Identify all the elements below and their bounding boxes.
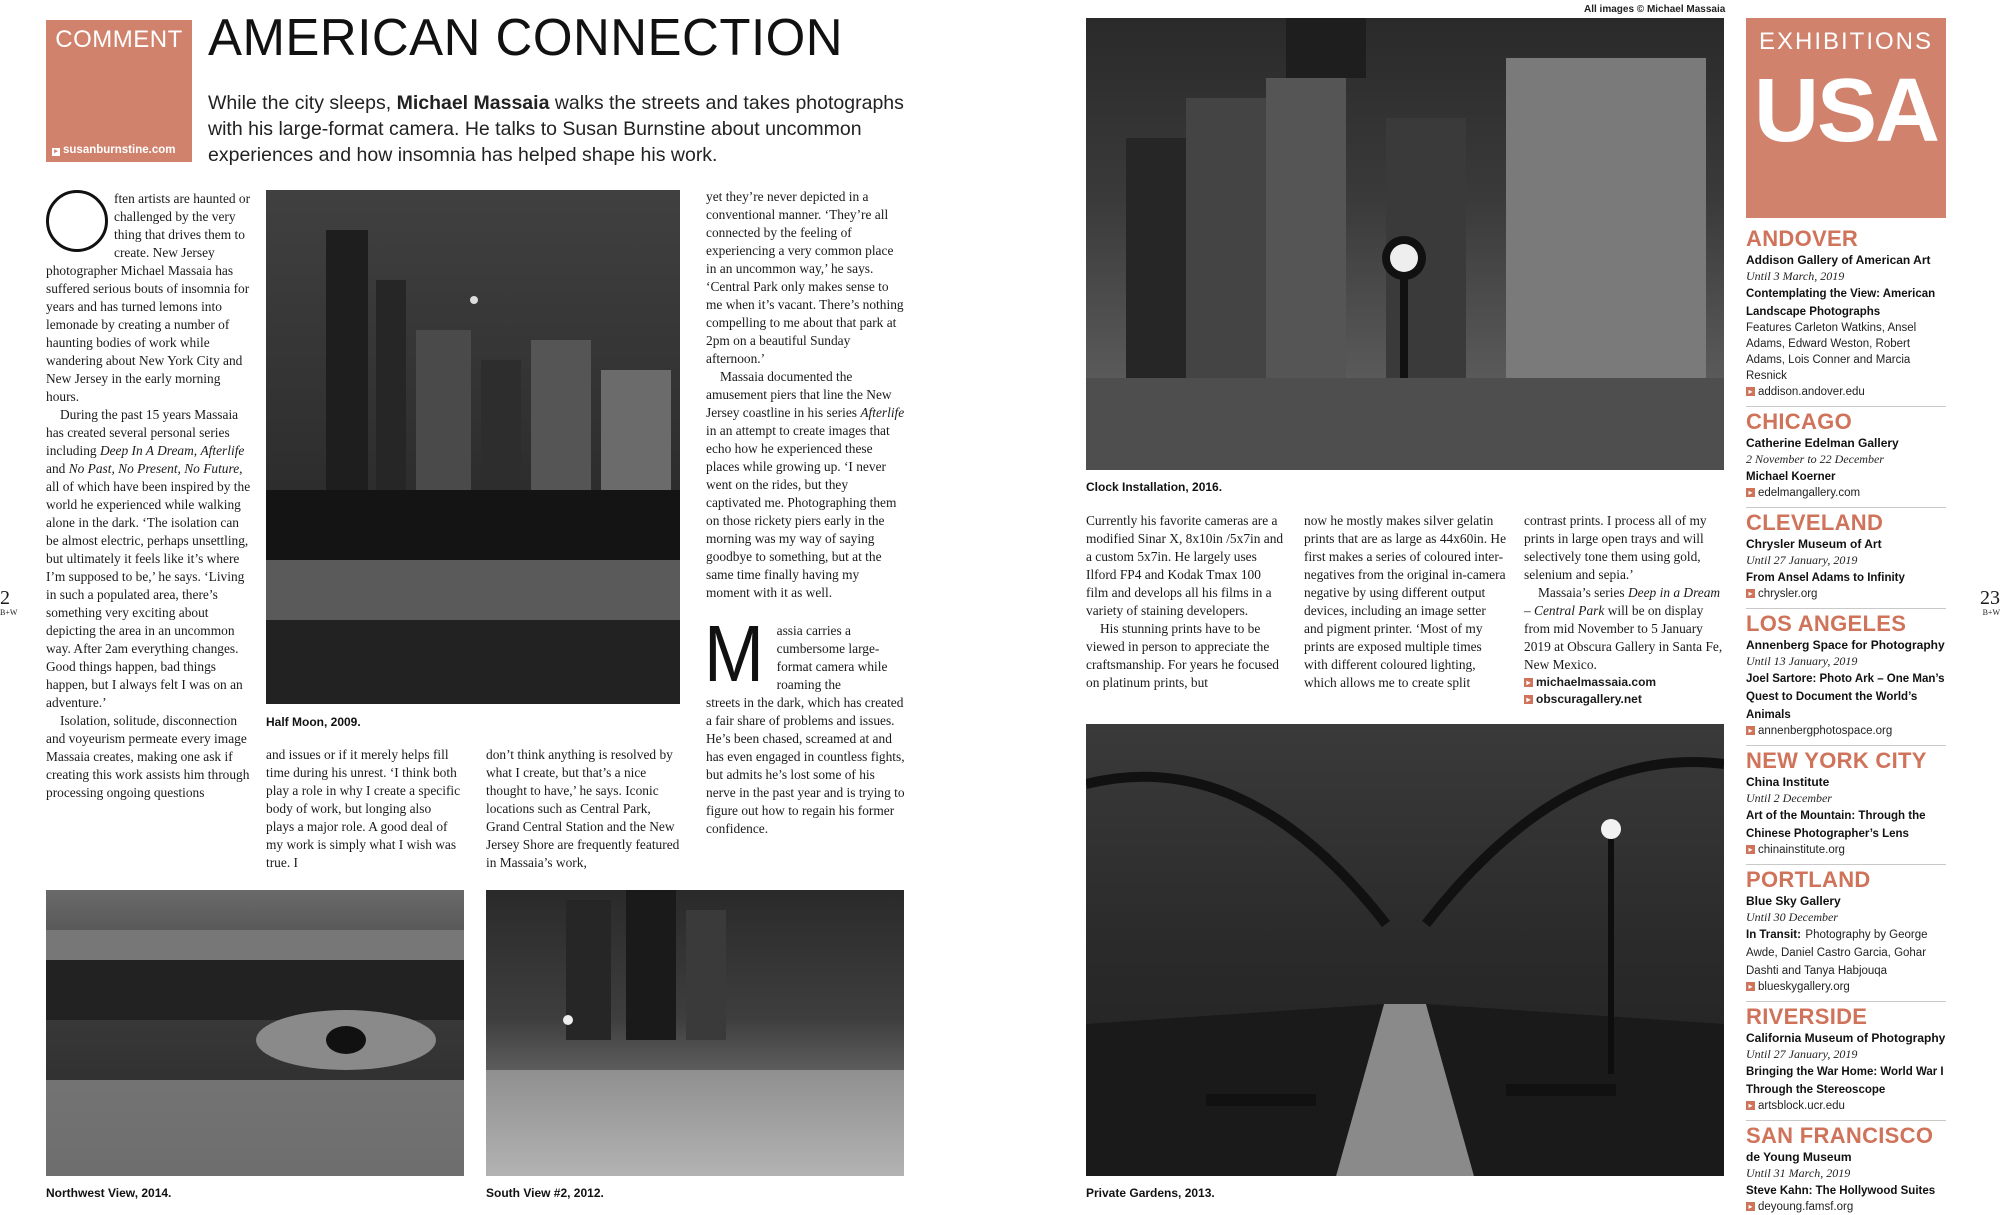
page-number-right: 23 B+W bbox=[1980, 587, 2000, 617]
exhibitions-country: USA bbox=[1753, 61, 1939, 161]
paragraph: During the past 15 years Massaia has created several personal series including Deep In A Dream, Afterlife and No Past, No Present, No Future, all of which have been inspired by the world he experienced while walking alone in the dark. ‘The isolation can be almost electric, perhaps unsettling, but ultimately it feels like it’s where I’m supposed to be,’ he says. ‘Living in such a populated area, there’s something very exciting about depicting the area in an uncommon way. After 2am everything changes. Good things happen, bad things happen, but I always felt I was on an adventure.’ bbox=[46, 407, 251, 710]
exhibition-listing bbox=[1746, 406, 1946, 501]
caption-half-moon: Half Moon, 2009. bbox=[266, 715, 361, 729]
exhibition-city: PORTLAND bbox=[1746, 867, 1871, 892]
exhibition-listing bbox=[1746, 226, 1946, 400]
comment-label: COMMENT bbox=[55, 26, 183, 53]
paragraph: His stunning prints have to be viewed in person to appreciate the craftsmanship. For years he focused on platinum prints, but bbox=[1086, 621, 1279, 690]
exhibition-venue: de Young Museum bbox=[1746, 1150, 1852, 1164]
exhibition-city: ANDOVER bbox=[1746, 226, 1859, 251]
exhibition-venue: Chrysler Museum of Art bbox=[1746, 537, 1882, 551]
caption-south-view: South View #2, 2012. bbox=[486, 1186, 604, 1200]
exhibition-show bbox=[1746, 925, 1946, 979]
exhibition-link[interactable]: ▸ addison.andover.edu bbox=[1746, 384, 1946, 400]
exhibition-title: Joel Sartore: Photo Ark – One Man’s Quest to Document the World’s Animals bbox=[1746, 673, 1945, 721]
exhibition-show bbox=[1746, 284, 1946, 384]
page-headline: AMERICAN CONNECTION bbox=[208, 9, 844, 67]
exhibition-link[interactable]: ▸ artsblock.ucr.edu bbox=[1746, 1098, 1946, 1114]
paragraph: Currently his favorite cameras are a modified Sinar X, 8x10in /5x7in and a custom 5x7in. He largely uses Ilford FP4 and Kodak Tmax 100 film and develops all his films in a variety of staining developers. bbox=[1086, 513, 1284, 618]
exhibition-show bbox=[1746, 467, 1946, 485]
caption-private-gardens: Private Gardens, 2013. bbox=[1086, 1186, 1215, 1200]
exhibition-link[interactable]: ▸ blueskygallery.org bbox=[1746, 979, 1946, 995]
exhibitions-list bbox=[1746, 226, 1946, 1215]
paragraph: Massaia documented the amusement piers that line the New Jersey coastline in his series Afterlife in an attempt to create images that echo how he experienced these places while growing up. ‘I never went on the rides, but they captivated me. Photographing them on those rickety piers early in the morning was my way of saying goodbye to something, but at the same time finally having my moment with it as well. bbox=[706, 369, 905, 600]
exhibition-show bbox=[1746, 669, 1946, 723]
exhibition-dates: Until 27 January, 2019 bbox=[1746, 1047, 1858, 1061]
photo-private-gardens bbox=[1086, 724, 1724, 1176]
exhibition-title: Contemplating the View: American Landscape Photographs bbox=[1746, 288, 1936, 318]
exhibition-show bbox=[1746, 1062, 1946, 1098]
exhibition-dates: Until 3 March, 2019 bbox=[1746, 269, 1845, 283]
exhibition-title: In Transit: bbox=[1746, 929, 1801, 941]
photographer-name: Michael Massaia bbox=[396, 92, 550, 114]
exhibition-city: CLEVELAND bbox=[1746, 510, 1884, 535]
exhibition-title: Michael Koerner bbox=[1746, 471, 1836, 483]
image-credit: All images © Michael Massaia bbox=[1584, 4, 1726, 15]
exhibitions-header bbox=[1746, 18, 1946, 218]
exhibition-title: Art of the Mountain: Through the Chinese Photographer’s Lens bbox=[1746, 810, 1926, 840]
exhibition-listing bbox=[1746, 864, 1946, 995]
exhibitions-kicker: EXHIBITIONS bbox=[1758, 28, 1934, 55]
exhibition-title: Bringing the War Home: World War I Through the Stereoscope bbox=[1746, 1066, 1944, 1096]
exhibition-dates: Until 2 December bbox=[1746, 791, 1832, 805]
exhibition-link[interactable]: ▸ chrysler.org bbox=[1746, 586, 1946, 602]
right-column-3 bbox=[1524, 512, 1724, 708]
exhibition-venue: Annenberg Space for Photography bbox=[1746, 638, 1945, 652]
article-column-1 bbox=[46, 190, 252, 802]
badge-url[interactable]: ▸ susanburnstine.com bbox=[52, 144, 175, 156]
exhibition-title: From Ansel Adams to Infinity bbox=[1746, 572, 1905, 584]
exhibition-city: NEW YORK CITY bbox=[1746, 748, 1927, 773]
exhibition-dates: Until 27 January, 2019 bbox=[1746, 553, 1858, 567]
article-column-4 bbox=[706, 188, 906, 838]
exhibition-listing bbox=[1746, 1001, 1946, 1114]
exhibition-dates: 2 November to 22 December bbox=[1746, 452, 1884, 466]
link-michaelmassaia[interactable]: ▸ michaelmassaia.com bbox=[1524, 674, 1724, 691]
exhibition-venue: China Institute bbox=[1746, 775, 1830, 789]
exhibition-dates: Until 13 January, 2019 bbox=[1746, 654, 1858, 668]
paragraph: contrast prints. I process all of my prints in large open trays and will selectively tone them using gold, selenium and sepia.’ bbox=[1524, 513, 1707, 582]
exhibition-details: Photography by George Awde, Daniel Castro Garcia, Gohar Dashti and Tanya Habjouqa bbox=[1746, 929, 1928, 977]
right-column-2: now he mostly makes silver gelatin prints that are as large as 44x60in. He first makes a series of coloured inter-negatives from the original in-camera negative by using different output devices, including an image setter and pigment printer. ‘Most of my prints are exposed multiple times with different coloured lighting, which allows me to create split bbox=[1304, 513, 1507, 690]
caption-clock-installation: Clock Installation, 2016. bbox=[1086, 480, 1223, 494]
exhibition-venue: California Museum of Photography bbox=[1746, 1031, 1946, 1045]
exhibition-listing bbox=[1746, 507, 1946, 602]
paragraph: yet they’re never depicted in a conventional manner. ‘They’re all connected by the feeling of experiencing a very common place in an uncommon way,’ he says. ‘Central Park only makes sense to me when it’s vacant. There’s nothing compelling to me about that park at 2pm on a beautiful Sunday afternoon.’ bbox=[706, 189, 904, 366]
exhibition-show bbox=[1746, 806, 1946, 842]
exhibition-link[interactable]: ▸ deyoung.famsf.org bbox=[1746, 1199, 1946, 1215]
exhibition-dates: Until 31 March, 2019 bbox=[1746, 1166, 1851, 1180]
caption-northwest-view: Northwest View, 2014. bbox=[46, 1186, 172, 1200]
comment-badge bbox=[46, 20, 192, 162]
exhibition-details: Features Carleton Watkins, Ansel Adams, Edward Weston, Robert Adams, Lois Conner and Marcia Resnick bbox=[1746, 322, 1917, 382]
exhibition-city: LOS ANGELES bbox=[1746, 611, 1907, 636]
standfirst: While the city sleeps, Michael Massaia walks the streets and takes photographs with his large-format camera. He talks to Susan Burnstine about uncommon experiences and how insomnia has helped shape his work. bbox=[208, 92, 904, 166]
link-obscuragallery[interactable]: ▸ obscuragallery.net bbox=[1524, 691, 1724, 708]
exhibition-link[interactable]: ▸ chinainstitute.org bbox=[1746, 842, 1946, 858]
exhibition-listing bbox=[1746, 608, 1946, 739]
exhibition-city: CHICAGO bbox=[1746, 409, 1852, 434]
exhibition-city: SAN FRANCISCO bbox=[1746, 1123, 1934, 1148]
exhibition-city: RIVERSIDE bbox=[1746, 1004, 1868, 1029]
paragraph: streets in the dark, which has created a fair share of problems and issues. He’s been chased, screamed at and has even engaged in countless fights, but admits he’s lost some of his nerve in the past year and is trying to figure out how to regain his former confidence. bbox=[706, 695, 905, 836]
exhibition-listing bbox=[1746, 1120, 1946, 1215]
exhibition-title: Steve Kahn: The Hollywood Suites bbox=[1746, 1185, 1936, 1197]
paragraph: Massaia’s series Deep in a Dream – Central Park will be on display from mid November to 5 January 2019 at Obscura Gallery in Santa Fe, New Mexico. bbox=[1524, 585, 1723, 672]
exhibition-show bbox=[1746, 1181, 1946, 1199]
exhibition-show bbox=[1746, 568, 1946, 586]
photo-south-view bbox=[486, 890, 904, 1176]
article-column-2: and issues or if it merely helps fill time during his unrest. ‘I think both play a role in why I create a specific body of work, but longing also plays a major role. A good deal of my work is simply what I wish was true. I bbox=[266, 747, 461, 870]
drop-cap-circle bbox=[46, 190, 108, 252]
paragraph: ften artists are haunted or challenged by the very thing that drives them to create. New Jersey photographer Michael Massaia has suffered serious bouts of insomnia for years and has turned lemons into lemonade by creating a number of haunting bodies of work while wandering about New York City and New Jersey in the early morning hours. bbox=[46, 191, 251, 404]
photo-northwest-view bbox=[46, 890, 464, 1176]
right-column-1 bbox=[1086, 512, 1286, 692]
exhibition-link[interactable]: ▸ annenbergphotospace.org bbox=[1746, 723, 1946, 739]
photo-half-moon bbox=[266, 190, 680, 704]
exhibition-venue: Catherine Edelman Gallery bbox=[1746, 436, 1899, 450]
exhibition-listing bbox=[1746, 745, 1946, 858]
link-icon: ▸ bbox=[52, 148, 60, 156]
page-number-left: 2 B+W bbox=[0, 587, 18, 617]
paragraph: Isolation, solitude, disconnection and voyeurism permeate every image Massaia creates, making one ask if creating this work assists him through processing ongoing questions bbox=[46, 713, 250, 800]
exhibition-venue: Addison Gallery of American Art bbox=[1746, 253, 1931, 267]
exhibition-venue: Blue Sky Gallery bbox=[1746, 894, 1841, 908]
exhibition-link[interactable]: ▸ edelmangallery.com bbox=[1746, 485, 1946, 501]
paragraph: assia carries a cumbersome large-format camera while roaming the bbox=[776, 623, 888, 692]
exhibition-dates: Until 30 December bbox=[1746, 910, 1838, 924]
drop-cap-m: M bbox=[704, 609, 764, 698]
article-column-3: don’t think anything is resolved by what I create, but that’s a nice thought to have,’ he says. Iconic locations such as Central Park, Grand Central Station and the New Jersey Shore are frequently featured in Massaia’s work, bbox=[486, 747, 680, 870]
photo-clock-installation bbox=[1086, 18, 1724, 470]
